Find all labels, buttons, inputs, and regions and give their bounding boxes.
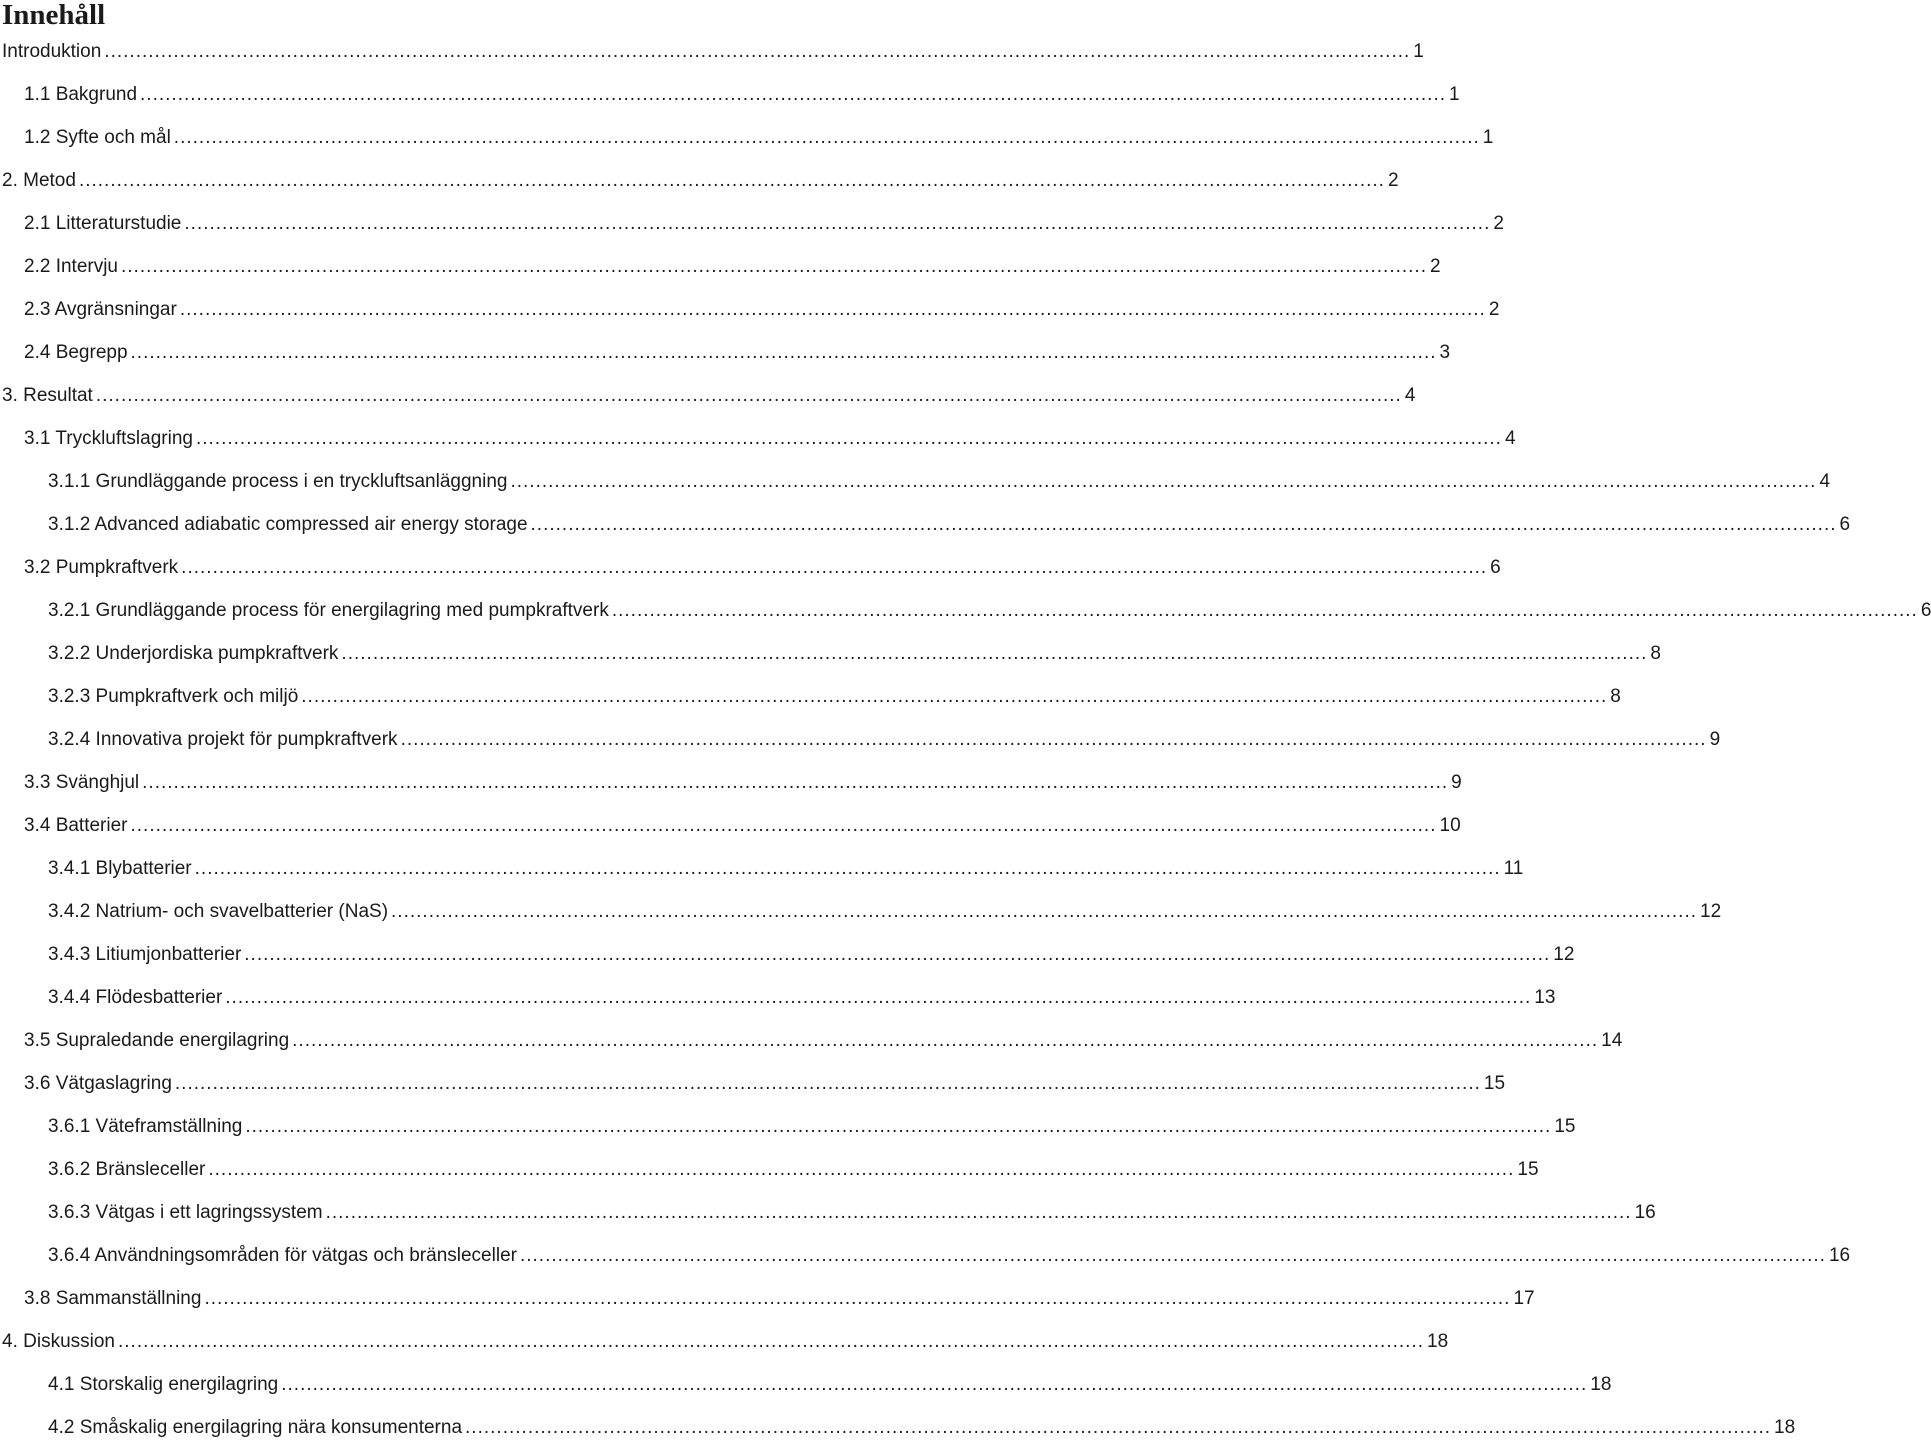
toc-entry[interactable] <box>0 511 1851 539</box>
toc-leader-dots <box>301 683 1607 711</box>
toc-leader-dots <box>326 1199 1632 1227</box>
toc-entry-page: 16 <box>1634 1202 1656 1223</box>
toc-entry[interactable] <box>0 554 1501 582</box>
toc-leader-dots <box>225 984 1531 1012</box>
toc-entry[interactable] <box>0 812 1461 840</box>
toc-entry-page: 17 <box>1513 1288 1535 1309</box>
toc-entry-label: 3.2 Pumpkraftverk <box>24 557 179 578</box>
toc-leader-dots <box>244 941 1550 969</box>
toc-entry-page: 1 <box>1413 41 1424 62</box>
toc-entry[interactable] <box>0 425 1516 453</box>
toc-entry-page: 12 <box>1553 944 1575 965</box>
toc-entry-page: 2 <box>1387 170 1399 191</box>
toc-entry[interactable] <box>0 726 1721 754</box>
toc-entry-label: 3.6.4 Användningsområden för vätgas och bränsleceller <box>48 1245 517 1266</box>
toc-entry[interactable] <box>0 1285 1535 1313</box>
toc-entry[interactable] <box>0 253 1441 281</box>
toc-entry-label: 2.2 Intervju <box>24 256 118 277</box>
toc-leader-dots <box>131 812 1437 840</box>
toc-entry[interactable] <box>0 1070 1506 1098</box>
toc-entry-page: 3 <box>1439 342 1451 363</box>
toc-leader-dots <box>341 640 1647 668</box>
toc-leader-dots <box>391 898 1697 926</box>
toc-leader-dots <box>195 855 1501 883</box>
toc-leader-dots <box>118 1328 1424 1356</box>
toc-entry[interactable] <box>0 382 1416 410</box>
toc-leader-dots <box>180 296 1486 324</box>
toc-leader-dots <box>510 468 1816 496</box>
toc-entry[interactable] <box>0 339 1451 367</box>
toc-entry[interactable] <box>0 640 1661 668</box>
toc-entry[interactable] <box>0 984 1556 1012</box>
toc-entry-page: 1 <box>1482 127 1494 148</box>
toc-leader-dots <box>401 726 1707 754</box>
toc-leader-dots <box>181 554 1487 582</box>
toc-entry-label: 4.1 Storskalig energilagring <box>48 1374 279 1395</box>
toc-leader-dots <box>79 167 1385 195</box>
toc-entry[interactable] <box>0 1328 1449 1356</box>
toc-entry-page: 4 <box>1819 471 1831 492</box>
toc-entry-label: 3.6.2 Bränsleceller <box>48 1159 206 1180</box>
toc-entry-label: 3. Resultat <box>2 385 93 406</box>
toc-entry[interactable] <box>0 1199 1656 1227</box>
toc-entry-label: 1.1 Bakgrund <box>24 84 138 105</box>
toc-leader-dots <box>281 1371 1587 1399</box>
toc-leader-dots <box>520 1242 1826 1270</box>
toc-entry-label: 3.1.1 Grundläggande process i en tryckluftsanläggning <box>48 471 508 492</box>
toc-entry[interactable] <box>0 1371 1612 1399</box>
toc-leader-dots <box>140 81 1446 109</box>
toc-entry-page: 15 <box>1554 1116 1576 1137</box>
toc-entry-label: 3.8 Sammanställning <box>24 1288 202 1309</box>
toc-leader-dots <box>174 124 1480 152</box>
toc-leader-dots <box>208 1156 1514 1184</box>
toc-entry-label: Introduktion <box>2 41 102 62</box>
toc-entry-label: 2. Metod <box>2 170 76 191</box>
toc-leader-dots <box>292 1027 1598 1055</box>
toc-leader-dots <box>612 597 1918 625</box>
toc-leader-dots <box>142 769 1448 797</box>
toc-entry-page: 9 <box>1451 772 1462 793</box>
toc-entry-page: 12 <box>1700 901 1722 922</box>
toc-entry[interactable] <box>0 597 1931 625</box>
toc-leader-dots <box>245 1113 1551 1141</box>
toc-entry-page: 10 <box>1439 815 1461 836</box>
toc-leader-dots <box>196 425 1502 453</box>
toc-entry-page: 8 <box>1610 686 1621 707</box>
toc-entry[interactable] <box>0 38 1424 66</box>
toc-entry[interactable] <box>0 769 1462 797</box>
toc-entry-page: 14 <box>1601 1030 1623 1051</box>
toc-entry-label: 3.5 Supraledande energilagring <box>24 1030 290 1051</box>
toc-entry[interactable] <box>0 1156 1539 1184</box>
toc-entry-label: 1.2 Syfte och mål <box>24 127 171 148</box>
toc-entry-label: 2.3 Avgränsningar <box>24 299 177 320</box>
toc-leader-dots <box>184 210 1490 238</box>
toc-leader-dots <box>96 382 1402 410</box>
toc-entry[interactable] <box>0 683 1621 711</box>
toc-entry-page: 15 <box>1483 1073 1506 1094</box>
toc-entry-label: 3.2.1 Grundläggande process för energilagring med pumpkraftverk <box>48 600 609 621</box>
toc-entry-label: 2.4 Begrepp <box>24 342 128 363</box>
toc-entry-page: 1 <box>1449 84 1460 105</box>
toc-entry-label: 3.1.2 Advanced adiabatic compressed air energy storage <box>48 514 528 535</box>
toc-entry-page: 18 <box>1427 1331 1449 1352</box>
toc-entry-page: 16 <box>1828 1245 1851 1266</box>
toc-entry-label: 3.4.2 Natrium- och svavelbatterier (NaS) <box>48 901 389 922</box>
toc-entry-label: 4. Diskussion <box>2 1331 115 1352</box>
toc-entry-page: 13 <box>1534 987 1556 1008</box>
toc-entry-page: 8 <box>1650 643 1661 664</box>
toc-leader-dots <box>131 339 1437 367</box>
toc-entry-page: 6 <box>1490 557 1501 578</box>
toc-leader-dots <box>204 1285 1510 1313</box>
toc-entry[interactable] <box>0 1027 1623 1055</box>
toc-leader-dots <box>121 253 1427 281</box>
toc-entry[interactable] <box>0 1113 1576 1141</box>
toc-entry-page: 18 <box>1774 1417 1796 1438</box>
toc-leader-dots <box>175 1070 1481 1098</box>
toc-entry-label: 3.4 Batterier <box>24 815 128 836</box>
toc-title: Innehåll <box>2 0 106 31</box>
toc-entry[interactable] <box>0 941 1575 969</box>
toc-entry-label: 3.3 Svänghjul <box>24 772 140 793</box>
toc-entry-page: 4 <box>1504 428 1516 449</box>
toc-entry[interactable] <box>0 167 1399 195</box>
toc-entry-label: 2.1 Litteraturstudie <box>24 213 182 234</box>
toc-entry-page: 6 <box>1839 514 1851 535</box>
toc-entry[interactable] <box>0 124 1494 152</box>
toc-entry[interactable] <box>0 855 1524 883</box>
toc-entry-page: 11 <box>1503 858 1524 879</box>
toc-entry-page: 2 <box>1488 299 1500 320</box>
toc-entry-page: 2 <box>1430 256 1441 277</box>
toc-entry[interactable] <box>0 468 1831 496</box>
toc-entry[interactable] <box>0 81 1460 109</box>
toc-entry[interactable] <box>0 210 1504 238</box>
toc-leader-dots <box>465 1414 1771 1442</box>
toc-entry-label: 3.6.1 Väteframställning <box>48 1116 243 1137</box>
toc-entry[interactable] <box>0 1242 1851 1270</box>
toc-entry-page: 6 <box>1920 600 1931 621</box>
toc-leader-dots <box>104 38 1410 66</box>
toc-entry[interactable] <box>0 296 1500 324</box>
toc-entry-label: 3.6.3 Vätgas i ett lagringssystem <box>48 1202 323 1223</box>
toc-entry-page: 9 <box>1709 729 1721 750</box>
toc-entry-label: 3.1 Tryckluftslagring <box>24 428 193 449</box>
toc-leader-dots <box>531 511 1837 539</box>
toc-entry-label: 3.4.3 Litiumjonbatterier <box>48 944 242 965</box>
toc-entry-label: 3.6 Vätgaslagring <box>24 1073 172 1094</box>
toc-entry-page: 4 <box>1404 385 1416 406</box>
toc-entry-label: 3.2.3 Pumpkraftverk och miljö <box>48 686 299 707</box>
toc-entry[interactable] <box>0 1414 1796 1442</box>
toc-entry[interactable] <box>0 898 1722 926</box>
toc-entry-page: 15 <box>1517 1159 1539 1180</box>
toc-entry-label: 3.2.2 Underjordiska pumpkraftverk <box>48 643 339 664</box>
toc-entry-label: 4.2 Småskalig energilagring nära konsumenterna <box>48 1417 463 1438</box>
toc-entry-label: 3.4.4 Flödesbatterier <box>48 987 223 1008</box>
toc-entry-page: 18 <box>1590 1374 1612 1395</box>
toc-entry-page: 2 <box>1493 213 1504 234</box>
toc-entry-label: 3.2.4 Innovativa projekt för pumpkraftverk <box>48 729 398 750</box>
toc-entry-label: 3.4.1 Blybatterier <box>48 858 192 879</box>
